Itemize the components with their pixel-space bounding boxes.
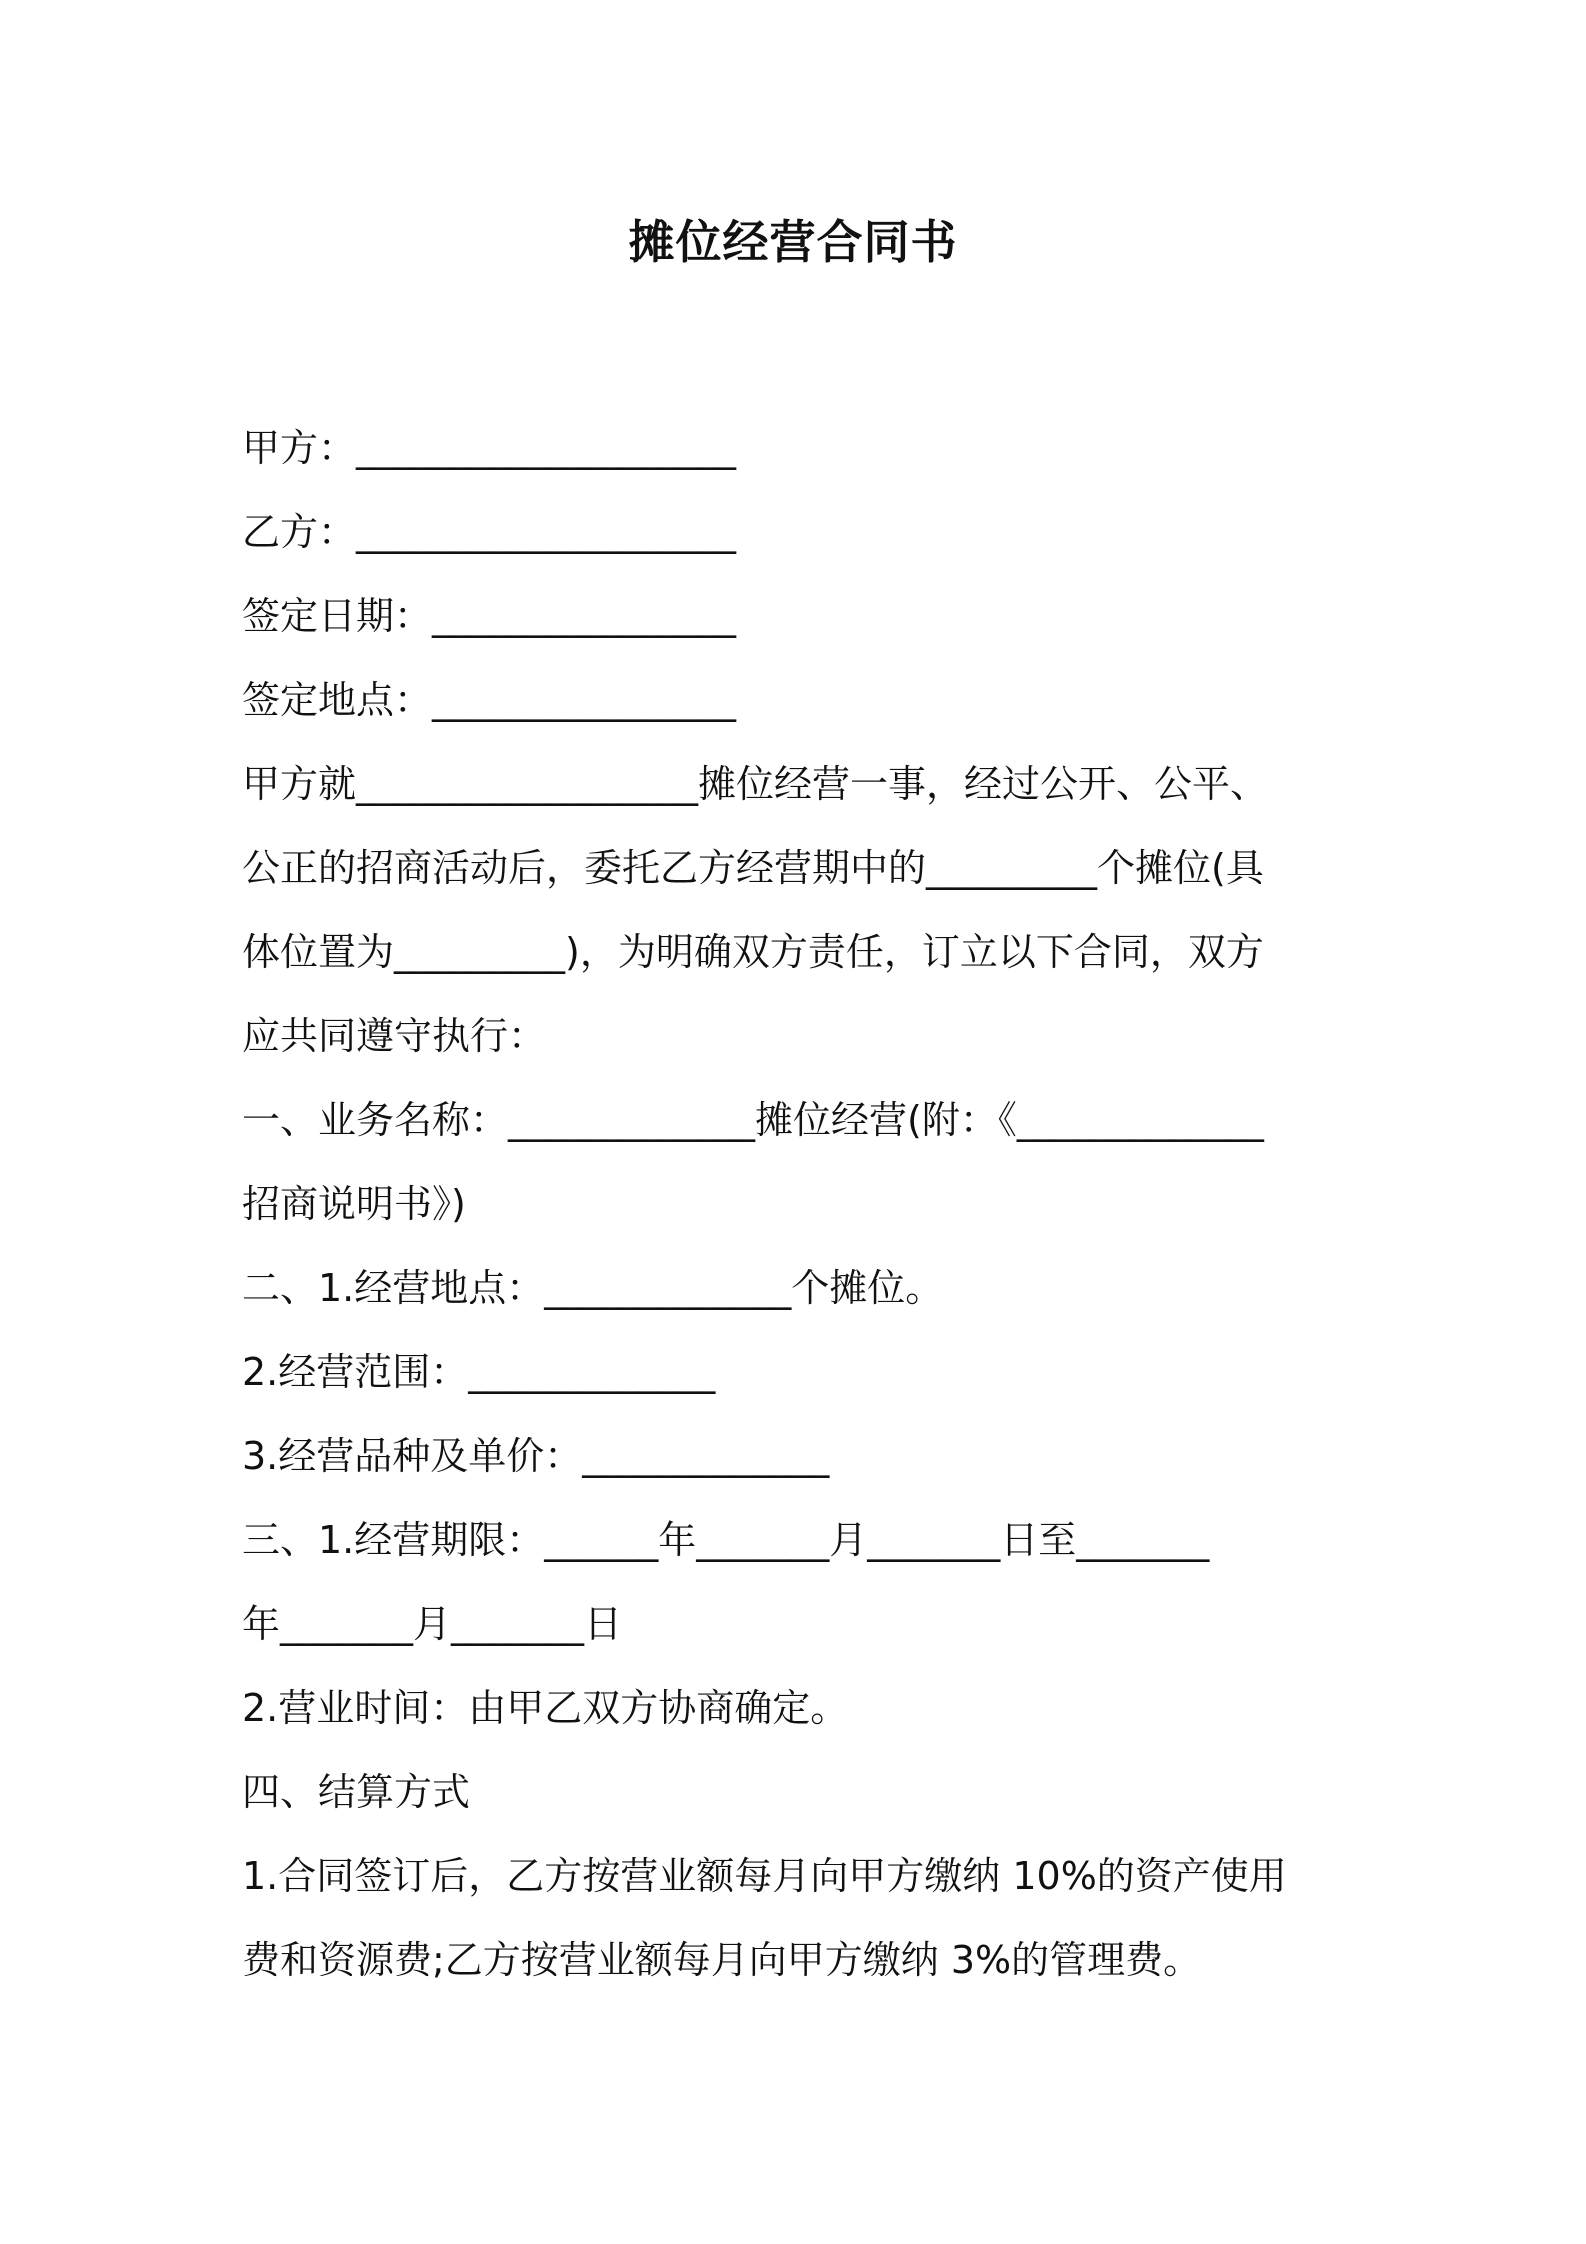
business-name-line-2: 招商说明书》) — [242, 1182, 466, 1226]
document-title: 摊位经营合同书 — [628, 215, 958, 269]
business-scope-line: 2.经营范围：_____________ — [242, 1350, 716, 1394]
preamble-line-1: 甲方就__________________摊位经营一事，经过公开、公平、 — [242, 762, 1269, 806]
business-name-line-1: 一、业务名称：_____________摊位经营(附：《_____________ — [242, 1098, 1264, 1142]
contract-body — [242, 406, 1354, 2002]
product-price-line: 3.经营品种及单价：_____________ — [242, 1434, 830, 1478]
settlement-line-1: 1.合同签订后，乙方按营业额每月向甲方缴纳 10%的资产使用 — [242, 1854, 1287, 1898]
signing-place-line: 签定地点：________________ — [242, 678, 737, 722]
term-line-2: 年_______月_______日 — [242, 1602, 623, 1646]
business-location-line: 二、1.经营地点：_____________个摊位。 — [242, 1266, 944, 1310]
settlement-heading: 四、结算方式 — [242, 1770, 471, 1814]
term-line-1: 三、1.经营期限：______年_______月_______日至_______ — [242, 1518, 1210, 1562]
party-a-line: 甲方：____________________ — [242, 426, 737, 470]
signing-date-line: 签定日期：________________ — [242, 594, 737, 638]
preamble-line-2: 公正的招商活动后，委托乙方经营期中的_________个摊位(具 — [242, 846, 1264, 890]
preamble-line-3: 体位置为_________)，为明确双方责任，订立以下合同，双方 — [242, 930, 1264, 974]
preamble-line-4: 应共同遵守执行： — [242, 1014, 547, 1058]
business-hours-line: 2.营业时间：由甲乙双方协商确定。 — [242, 1686, 849, 1730]
settlement-line-2: 费和资源费;乙方按营业额每月向甲方缴纳 3%的管理费。 — [242, 1938, 1202, 1982]
party-b-line: 乙方：____________________ — [242, 510, 737, 554]
